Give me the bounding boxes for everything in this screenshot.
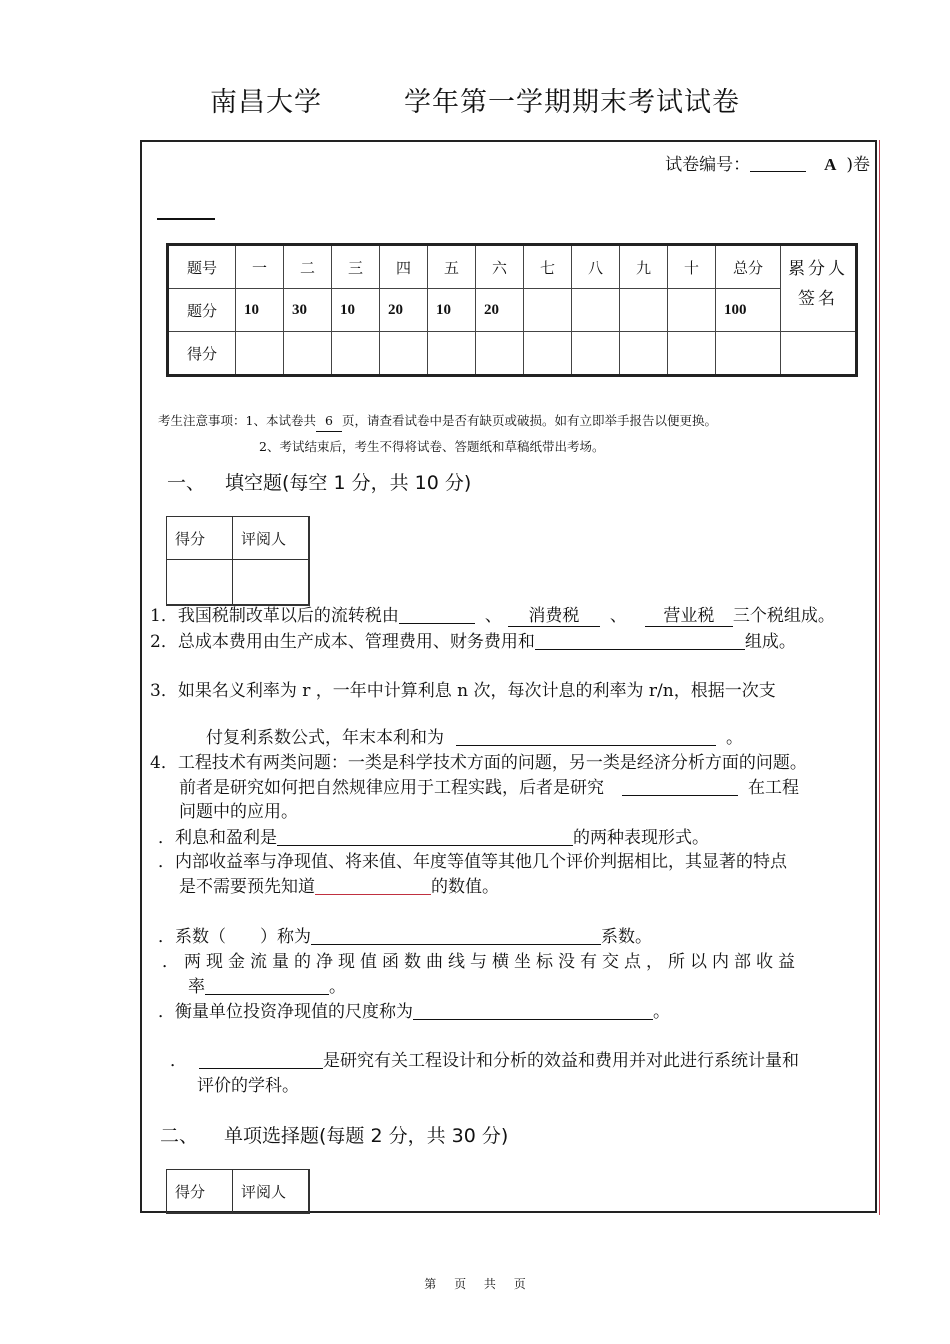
question-4-line-1: 4．工程技术有两类问题：一类是科学技术方面的问题，另一类是经济分析方面的问题。: [150, 753, 807, 773]
grader-reviewer-label: 评阅人: [233, 517, 310, 560]
q6-blank[interactable]: [315, 876, 431, 895]
score-input-cell[interactable]: [380, 332, 428, 376]
question-2: [150, 630, 796, 654]
score-input-cell[interactable]: [428, 332, 476, 376]
q7-text: ．系数（ ）称为: [158, 927, 311, 947]
score-cell: 十: [668, 245, 716, 289]
score-input-cell[interactable]: [620, 332, 668, 376]
notice-page-count: 6: [316, 411, 342, 432]
exam-name: 学年第一学期期末考试试卷: [404, 87, 740, 118]
q9-text: ．衡量单位投资净现值的尺度称为: [158, 1002, 413, 1022]
grader-score-label: 得分: [167, 517, 233, 560]
score-cell: [524, 289, 572, 332]
question-4-line-3: 问题中的应用。: [179, 802, 298, 822]
score-cell: 得分: [168, 332, 236, 376]
grader-reviewer-label: 评阅人: [233, 1170, 310, 1214]
q1-sep: 、: [609, 606, 627, 626]
q7-blank[interactable]: [311, 926, 601, 945]
q4-text: 前者是研究如何把自然规律应用于工程实践，后者是研究: [179, 778, 604, 798]
q6-text: 是不需要预先知道: [179, 877, 315, 897]
score-cell: 二: [284, 245, 332, 289]
exam-title: [0, 80, 950, 119]
q1-text: 1．我国税制改革以后的流转税由: [150, 606, 399, 626]
score-cell: [572, 289, 620, 332]
question-4-line-2: [179, 776, 799, 800]
q1-answer-3: 营业税: [645, 606, 733, 627]
notice-text: 页，请查看试卷中是否有缺页或破损。如有立即举手报告以便更换。: [341, 413, 717, 428]
q8-text: 。: [329, 977, 346, 997]
section-2-title: 单项选择题(每题 2 分，共 30 分): [224, 1125, 509, 1147]
question-10-line-2: 评价的学科。: [197, 1076, 299, 1096]
q10-text: ．: [170, 1051, 187, 1071]
score-cell: 三: [332, 245, 380, 289]
q2-text: 2．总成本费用由生产成本、管理费用、财务费用和: [150, 632, 535, 652]
score-cell: 20: [380, 289, 428, 332]
score-cell: 六: [476, 245, 524, 289]
section-2-label: 二、: [160, 1125, 199, 1147]
score-cell: [668, 289, 716, 332]
frame-red-edge: [879, 140, 880, 1215]
q5-text: ．利息和盈利是: [158, 828, 277, 848]
signer-input-cell[interactable]: [781, 332, 857, 376]
score-input-cell[interactable]: [572, 332, 620, 376]
notice-line-1: [158, 411, 717, 432]
page-footer: 第 页 共 页: [424, 1277, 526, 1291]
q10-blank[interactable]: [199, 1050, 323, 1069]
section-2-heading: [160, 1121, 508, 1148]
university-name: 南昌大学: [210, 87, 322, 118]
q10-text: 是研究有关工程设计和分析的效益和费用并对此进行系统计量和: [323, 1051, 799, 1071]
signer-label-2: 签名: [798, 289, 838, 309]
signer-cell: [781, 245, 857, 332]
q1-blank-1[interactable]: [399, 605, 475, 624]
paper-code-label: 试卷编号：: [665, 155, 751, 175]
score-cell: 100: [716, 289, 781, 332]
q9-blank[interactable]: [413, 1001, 653, 1020]
score-input-cell[interactable]: [284, 332, 332, 376]
q9-text: 。: [653, 1002, 670, 1022]
q4-blank[interactable]: [622, 777, 738, 796]
score-input-cell[interactable]: [332, 332, 380, 376]
score-input-cell[interactable]: [524, 332, 572, 376]
question-3-line-2: [206, 726, 743, 750]
grader-score-label: 得分: [167, 1170, 233, 1214]
q3-text: 付复利系数公式，年末本利和为: [206, 728, 444, 748]
short-rule: [157, 218, 215, 220]
question-8-line-1: ．两现金流量的净现值函数曲线与横坐标没有交点，所以内部收益: [162, 952, 800, 972]
score-cell: 一: [236, 245, 284, 289]
score-input-cell[interactable]: [476, 332, 524, 376]
q5-blank[interactable]: [277, 827, 573, 846]
score-cell: 题号: [168, 245, 236, 289]
score-table-row-header: [168, 245, 857, 289]
score-cell: 总分: [716, 245, 781, 289]
paper-suffix: )卷: [846, 155, 870, 175]
question-6-line-1: ．内部收益率与净现值、将来值、年度等值等其他几个评价判据相比，其显著的特点: [158, 852, 787, 872]
section-1-label: 一、: [167, 472, 206, 494]
q7-text: 系数。: [601, 927, 652, 947]
score-cell: [620, 289, 668, 332]
paper-code: [665, 150, 870, 175]
q1-answer-2: 消费税: [508, 606, 600, 627]
paper-type: A: [824, 155, 837, 174]
q8-text: 率: [188, 977, 205, 997]
question-8-line-2: [188, 975, 346, 999]
signer-label-1: 累分人: [788, 259, 848, 279]
q2-text: 组成。: [744, 632, 796, 652]
score-input-cell[interactable]: [236, 332, 284, 376]
section-1-heading: [167, 468, 471, 495]
score-cell: 四: [380, 245, 428, 289]
score-cell: 七: [524, 245, 572, 289]
question-3-line-1: 3．如果名义利率为 r ，一年中计算利息 n 次，每次计息的利率为 r/n，根据一次支: [150, 681, 776, 701]
q8-blank[interactable]: [205, 976, 329, 995]
question-7: [158, 925, 652, 949]
question-10: [170, 1049, 799, 1073]
notice-text: 考生注意事项：1、本试卷共: [158, 413, 316, 428]
score-cell: 30: [284, 289, 332, 332]
question-9: [158, 1000, 670, 1024]
score-cell: 20: [476, 289, 524, 332]
section-1-title: 填空题(每空 1 分，共 10 分): [225, 472, 472, 494]
question-6-line-2: [179, 875, 499, 899]
score-cell: 八: [572, 245, 620, 289]
grader-score-input[interactable]: [167, 560, 233, 606]
score-table-row-points: [168, 289, 857, 332]
score-cell: 九: [620, 245, 668, 289]
paper-code-blank[interactable]: [750, 155, 806, 172]
score-cell: 10: [236, 289, 284, 332]
question-1: [150, 604, 835, 628]
q2-blank[interactable]: [535, 631, 745, 650]
grader-reviewer-input[interactable]: [233, 560, 310, 606]
q1-text: 三个税组成。: [732, 606, 835, 626]
q5-text: 的两种表现形式。: [573, 828, 709, 848]
score-table-row-scores: [168, 332, 857, 376]
score-input-cell[interactable]: [716, 332, 781, 376]
q6-text: 的数值。: [431, 877, 499, 897]
question-5: [158, 826, 709, 850]
score-table: [166, 243, 858, 377]
score-cell: 五: [428, 245, 476, 289]
q1-sep: 、: [484, 606, 502, 626]
q3-text: 。: [726, 728, 743, 748]
score-cell: 10: [332, 289, 380, 332]
section-2-grader-box: [166, 1169, 310, 1214]
section-1-grader-box: [166, 516, 310, 606]
score-cell: 10: [428, 289, 476, 332]
q3-blank[interactable]: [456, 727, 716, 746]
notice-line-2: 2、考试结束后，考生不得将试卷、答题纸和草稿纸带出考场。: [259, 439, 605, 454]
score-cell: 题分: [168, 289, 236, 332]
q4-text: 在工程: [748, 778, 799, 798]
score-input-cell[interactable]: [668, 332, 716, 376]
